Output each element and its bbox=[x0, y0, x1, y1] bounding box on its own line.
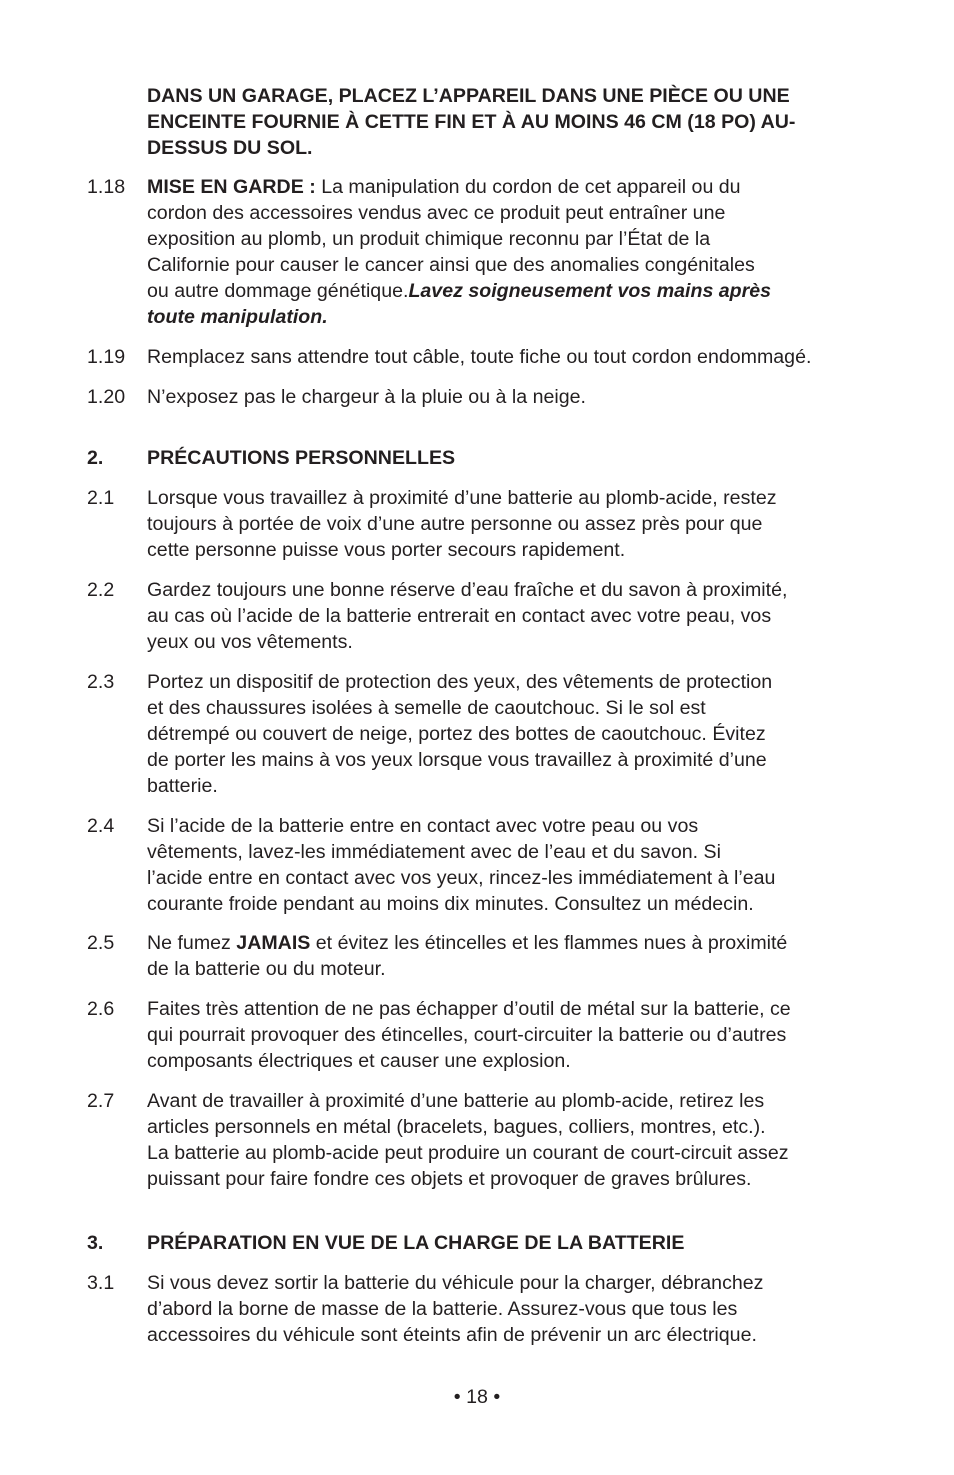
item-number: 2.5 bbox=[87, 932, 115, 954]
text-line: courante froide pendant au moins dix minutes. Consultez un médecin. bbox=[147, 893, 754, 915]
text-line: vêtements, lavez-les immédiatement avec de l’eau et du savon. Si bbox=[147, 841, 721, 863]
warning-label: MISE EN GARDE : bbox=[147, 176, 316, 198]
warning-continuation bbox=[147, 83, 877, 161]
item-number: 1.18 bbox=[87, 176, 126, 198]
item-number: 1.19 bbox=[87, 346, 126, 368]
text-line: N’exposez pas le chargeur à la pluie ou à la neige. bbox=[147, 386, 586, 408]
text-line: articles personnels en métal (bracelets, bagues, colliers, montres, etc.). bbox=[147, 1116, 766, 1138]
heading-number: 2. bbox=[87, 447, 104, 469]
text-line: puissant pour faire fondre ces objets et provoquer de graves brûlures. bbox=[147, 1168, 752, 1190]
text-line: accessoires du véhicule sont éteints afin de prévenir un arc électrique. bbox=[147, 1324, 757, 1346]
item-text bbox=[147, 577, 877, 655]
text-line: cordon des accessoires vendus avec ce produit peut entraîner une bbox=[147, 202, 726, 224]
text-line: de porter les mains à vos yeux lorsque vous travaillez à proximité d’une bbox=[147, 749, 767, 771]
text-line: Gardez toujours une bonne réserve d’eau fraîche et du savon à proximité, bbox=[147, 579, 788, 601]
text-line: MISE EN GARDE : La manipulation du cordon de cet appareil ou du bbox=[147, 176, 741, 198]
item-number: 2.4 bbox=[87, 815, 115, 837]
item-number: 3.1 bbox=[87, 1272, 115, 1294]
item-text bbox=[147, 1270, 877, 1348]
text-line: au cas où l’acide de la batterie entrerait en contact avec votre peau, vos bbox=[147, 605, 772, 627]
text-line: détrempé ou couvert de neige, portez des bottes de caoutchouc. Évitez bbox=[147, 723, 766, 745]
text-line: Portez un dispositif de protection des yeux, des vêtements de protection bbox=[147, 671, 773, 693]
text-line: toute manipulation. bbox=[147, 306, 328, 328]
item-text bbox=[147, 344, 877, 370]
item-number: 2.6 bbox=[87, 998, 115, 1020]
item-number: 2.7 bbox=[87, 1090, 115, 1112]
text-line: exposition au plomb, un produit chimique reconnu par l’État de la bbox=[147, 228, 711, 250]
text-line: Si vous devez sortir la batterie du véhicule pour la charger, débranchez bbox=[147, 1272, 764, 1294]
text-line: ou autre dommage génétique.Lavez soigneusement vos mains après bbox=[147, 280, 772, 302]
item-number: 2.2 bbox=[87, 579, 115, 601]
text-line: composants électriques et causer une explosion. bbox=[147, 1050, 571, 1072]
text-line: cette personne puisse vous porter secours rapidement. bbox=[147, 539, 626, 561]
text-line: d’abord la borne de masse de la batterie. Assurez-vous que tous les bbox=[147, 1298, 738, 1320]
item-number: 2.3 bbox=[87, 671, 115, 693]
text-line: ENCEINTE FOURNIE À CETTE FIN ET À AU MOINS 46 CM (18 PO) AU- bbox=[147, 111, 796, 133]
text-line: Lorsque vous travaillez à proximité d’une batterie au plomb-acide, restez bbox=[147, 487, 777, 509]
item-text bbox=[147, 384, 877, 410]
text-line: l’acide entre en contact avec vos yeux, rincez-les immédiatement à l’eau bbox=[147, 867, 776, 889]
text-line: La batterie au plomb-acide peut produire un courant de court-circuit assez bbox=[147, 1142, 789, 1164]
text-line: yeux ou vos vêtements. bbox=[147, 631, 353, 653]
text-line: Remplacez sans attendre tout câble, toute fiche ou tout cordon endommagé. bbox=[147, 346, 812, 368]
text-line: qui pourrait provoquer des étincelles, court-circuiter la batterie ou d’autres bbox=[147, 1024, 787, 1046]
text-line: Si l’acide de la batterie entre en contact avec votre peau ou vos bbox=[147, 815, 699, 837]
text-line: de la batterie ou du moteur. bbox=[147, 958, 386, 980]
text-line: Avant de travailler à proximité d’une batterie au plomb-acide, retirez les bbox=[147, 1090, 765, 1112]
item-text bbox=[147, 996, 877, 1074]
item-text bbox=[147, 669, 877, 799]
text-line: DANS UN GARAGE, PLACEZ L’APPAREIL DANS UNE PIÈCE OU UNE bbox=[147, 85, 790, 107]
emphasis-text: Lavez soigneusement vos mains après bbox=[408, 280, 772, 302]
heading-title: PRÉPARATION EN VUE DE LA CHARGE DE LA BATTERIE bbox=[147, 1232, 685, 1254]
text-line: DESSUS DU SOL. bbox=[147, 137, 313, 159]
item-number: 1.20 bbox=[87, 386, 126, 408]
text-line: toujours à portée de voix d’une autre personne ou assez près pour que bbox=[147, 513, 763, 535]
heading-number: 3. bbox=[87, 1232, 104, 1254]
text-line: batterie. bbox=[147, 775, 218, 797]
item-text bbox=[147, 813, 877, 917]
emphasis-text: JAMAIS bbox=[236, 932, 311, 954]
item-text bbox=[147, 1088, 877, 1192]
heading-title: PRÉCAUTIONS PERSONNELLES bbox=[147, 447, 456, 469]
item-text bbox=[147, 485, 877, 563]
text-line: Ne fumez JAMAIS et évitez les étincelles et les flammes nues à proximité bbox=[147, 932, 788, 954]
page-number: • 18 • bbox=[453, 1386, 501, 1408]
item-text bbox=[147, 930, 877, 982]
item-text bbox=[147, 174, 877, 330]
text-line: Californie pour causer le cancer ainsi que des anomalies congénitales bbox=[147, 254, 755, 276]
text-line: Faites très attention de ne pas échapper d’outil de métal sur la batterie, ce bbox=[147, 998, 791, 1020]
item-number: 2.1 bbox=[87, 487, 115, 509]
text-line: et des chaussures isolées à semelle de caoutchouc. Si le sol est bbox=[147, 697, 706, 719]
